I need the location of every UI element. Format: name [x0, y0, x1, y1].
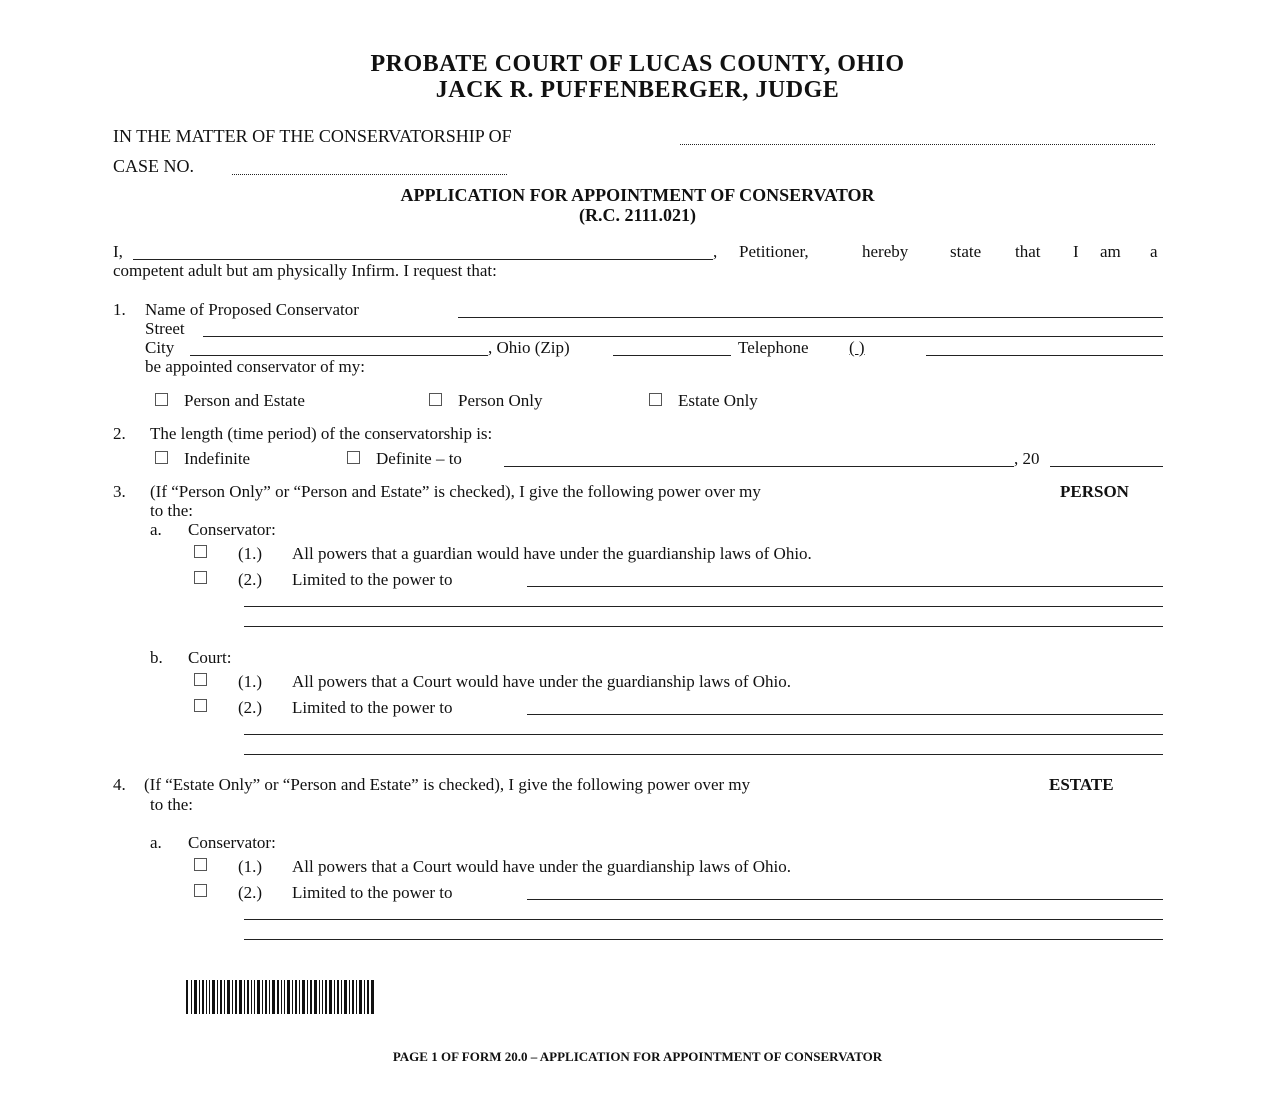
ohio-zip-label: , Ohio (Zip): [488, 338, 570, 357]
city-field[interactable]: [190, 355, 488, 356]
s3a2-checkbox[interactable]: [194, 571, 207, 584]
section-2-number: 2.: [113, 424, 126, 443]
s3b1-text: All powers that a Court would have under the guardianship laws of Ohio.: [292, 672, 792, 691]
s3b2-number: (2.): [238, 698, 263, 717]
petitioner-name-field[interactable]: [133, 259, 713, 260]
year-field[interactable]: [1050, 466, 1163, 467]
intro-word: that: [1015, 242, 1041, 261]
appointed-label: be appointed conservator of my:: [145, 357, 365, 376]
length-label: The length (time period) of the conservatorship is:: [150, 424, 493, 443]
intro-word: Petitioner,: [739, 242, 809, 261]
person-and-estate-label: Person and Estate: [184, 391, 305, 410]
s3a2-field[interactable]: [527, 586, 1163, 587]
page-footer: PAGE 1 OF FORM 20.0 – APPLICATION FOR APPOINTMENT OF CONSERVATOR: [392, 1049, 883, 1064]
section-1-number: 1.: [113, 300, 126, 319]
s3b2-field[interactable]: [527, 714, 1163, 715]
indefinite-checkbox[interactable]: [155, 451, 168, 464]
zip-field[interactable]: [613, 355, 731, 356]
case-no-label: CASE NO.: [113, 156, 195, 176]
definite-checkbox[interactable]: [347, 451, 360, 464]
section-4a-label: a.: [150, 833, 162, 852]
s3b2-text: Limited to the power to: [292, 698, 453, 717]
section-3b-title: Court:: [188, 648, 232, 667]
intro-word: a: [1150, 242, 1158, 261]
area-code[interactable]: ( ): [849, 338, 865, 357]
intro-line-2: competent adult but am physically Infirm. I request that:: [113, 261, 497, 280]
s4a2-field-line-2[interactable]: [244, 919, 1163, 920]
year-prefix: , 20: [1014, 449, 1040, 468]
intro-word: I: [1073, 242, 1079, 261]
s4a2-checkbox[interactable]: [194, 884, 207, 897]
s4a2-number: (2.): [238, 883, 263, 902]
s3b1-checkbox[interactable]: [194, 673, 207, 686]
definite-label: Definite – to: [376, 449, 462, 468]
section-3-to-the: to the:: [150, 501, 193, 520]
section-3b-label: b.: [150, 648, 163, 667]
s3b2-field-line-2[interactable]: [244, 734, 1163, 735]
s4a1-number: (1.): [238, 857, 263, 876]
intro-word: hereby: [862, 242, 909, 261]
s3b2-field-line-3[interactable]: [244, 754, 1163, 755]
section-4-text: (If “Estate Only” or “Person and Estate” is checked), I give the following power over my: [144, 775, 751, 794]
estate-keyword: ESTATE: [1049, 775, 1114, 794]
s3a2-number: (2.): [238, 570, 263, 589]
court-title: PROBATE COURT OF LUCAS COUNTY, OHIO: [370, 51, 905, 77]
s3b2-checkbox[interactable]: [194, 699, 207, 712]
s3a2-field-line-2[interactable]: [244, 606, 1163, 607]
person-only-label: Person Only: [458, 391, 543, 410]
street-label: Street: [145, 319, 185, 338]
s3b1-number: (1.): [238, 672, 263, 691]
indefinite-label: Indefinite: [184, 449, 251, 468]
judge-name: JACK R. PUFFENBERGER, JUDGE: [435, 77, 840, 103]
section-3a-label: a.: [150, 520, 162, 539]
case-no-field[interactable]: [232, 174, 507, 175]
person-only-checkbox[interactable]: [429, 393, 442, 406]
intro-i: I,: [113, 242, 123, 261]
section-3-text: (If “Person Only” or “Person and Estate” is checked), I give the following power over my: [150, 482, 761, 501]
section-3a-title: Conservator:: [188, 520, 276, 539]
s3a1-number: (1.): [238, 544, 263, 563]
intro-word: am: [1100, 242, 1121, 261]
matter-label: IN THE MATTER OF THE CONSERVATORSHIP OF: [113, 126, 512, 146]
proposed-conservator-label: Name of Proposed Conservator: [145, 300, 359, 319]
proposed-conservator-field[interactable]: [458, 317, 1163, 318]
telephone-field[interactable]: [926, 355, 1163, 356]
definite-date-field[interactable]: [504, 466, 1014, 467]
s3a2-field-line-3[interactable]: [244, 626, 1163, 627]
s4a1-checkbox[interactable]: [194, 858, 207, 871]
section-4-number: 4.: [113, 775, 126, 794]
person-and-estate-checkbox[interactable]: [155, 393, 168, 406]
telephone-label: Telephone: [738, 338, 809, 357]
barcode: [186, 980, 376, 1014]
person-keyword: PERSON: [1060, 482, 1129, 501]
intro-word: state: [950, 242, 982, 261]
s3a1-checkbox[interactable]: [194, 545, 207, 558]
s4a2-text: Limited to the power to: [292, 883, 453, 902]
estate-only-checkbox[interactable]: [649, 393, 662, 406]
s3a2-text: Limited to the power to: [292, 570, 453, 589]
s4a2-field-line-3[interactable]: [244, 939, 1163, 940]
section-4-to-the: to the:: [150, 795, 193, 814]
s3a1-text: All powers that a guardian would have under the guardianship laws of Ohio.: [292, 544, 812, 563]
s4a2-field[interactable]: [527, 899, 1163, 900]
section-3-number: 3.: [113, 482, 126, 501]
city-label: City: [145, 338, 175, 357]
form-title: APPLICATION FOR APPOINTMENT OF CONSERVATOR: [400, 185, 875, 205]
intro-comma: ,: [713, 242, 718, 261]
estate-only-label: Estate Only: [678, 391, 758, 410]
s4a1-text: All powers that a Court would have under the guardianship laws of Ohio.: [292, 857, 792, 876]
conservatorship-name-field[interactable]: [680, 144, 1155, 145]
section-4a-title: Conservator:: [188, 833, 276, 852]
statute-reference: (R.C. 2111.021): [579, 205, 696, 225]
street-field[interactable]: [203, 336, 1163, 337]
